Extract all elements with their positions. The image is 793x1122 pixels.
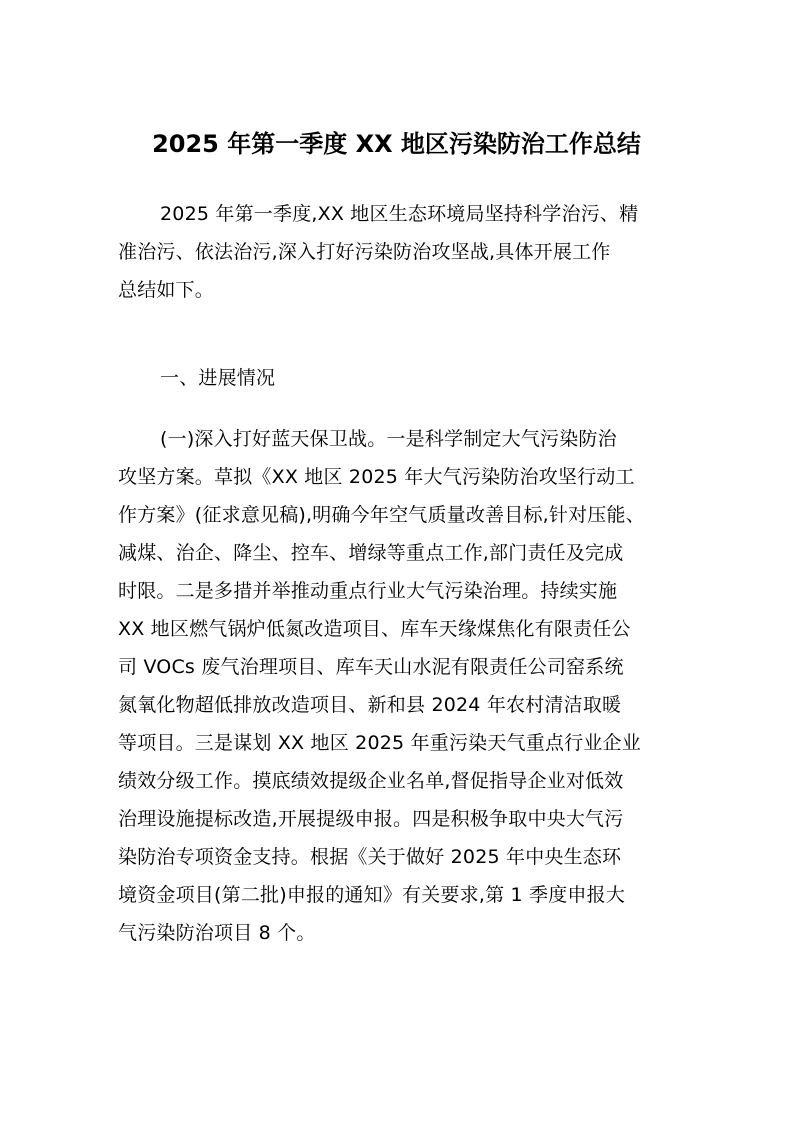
- document-title: 2025 年第一季度 XX 地区污染防治工作总结: [152, 130, 641, 158]
- intro-line: 总结如下。: [118, 279, 215, 301]
- paragraph-line: XX 地区燃气锅炉低氮改造项目、库车天缘煤焦化有限责任公: [118, 618, 631, 640]
- paragraph-line: (一)深入打好蓝天保卫战。一是科学制定大气污染防治: [160, 428, 617, 450]
- paragraph-line: 司 VOCs 废气治理项目、库车天山水泥有限责任公司窑系统: [118, 656, 624, 678]
- paragraph-line: 减煤、治企、降尘、控车、增绿等重点工作,部门责任及完成: [118, 542, 624, 564]
- paragraph-line: 时限。二是多措并举推动重点行业大气污染治理。持续实施: [118, 580, 618, 602]
- section-heading: [118, 359, 678, 397]
- intro-paragraph: [118, 195, 678, 309]
- section-paragraph: [118, 420, 678, 952]
- paragraph-line: 等项目。三是谋划 XX 地区 2025 年重污染天气重点行业企业: [118, 732, 641, 754]
- intro-line: 2025 年第一季度,XX 地区生态环境局坚持科学治污、精: [160, 203, 639, 225]
- paragraph-line: 氮氧化物超低排放改造项目、新和县 2024 年农村清洁取暖: [118, 694, 622, 716]
- section-heading-text: 一、进展情况: [160, 367, 276, 389]
- paragraph-line: 染防治专项资金支持。根据《关于做好 2025 年中央生态环: [118, 846, 622, 868]
- paragraph-line: 攻坚方案。草拟《XX 地区 2025 年大气污染防治攻坚行动工: [118, 466, 635, 488]
- paragraph-line: 气污染防治项目 8 个。: [118, 922, 316, 944]
- paragraph-line: 作方案》(征求意见稿),明确今年空气质量改善目标,针对压能、: [118, 504, 645, 526]
- paragraph-line: 治理设施提标改造,开展提级申报。四是积极争取中央大气污: [118, 808, 624, 830]
- paragraph-line: 绩效分级工作。摸底绩效提级企业名单,督促指导企业对低效: [118, 770, 624, 792]
- paragraph-line: 境资金项目(第二批)申报的通知》有关要求,第 1 季度申报大: [118, 884, 626, 906]
- intro-line: 准治污、依法治污,深入打好污染防治攻坚战,具体开展工作: [118, 241, 611, 263]
